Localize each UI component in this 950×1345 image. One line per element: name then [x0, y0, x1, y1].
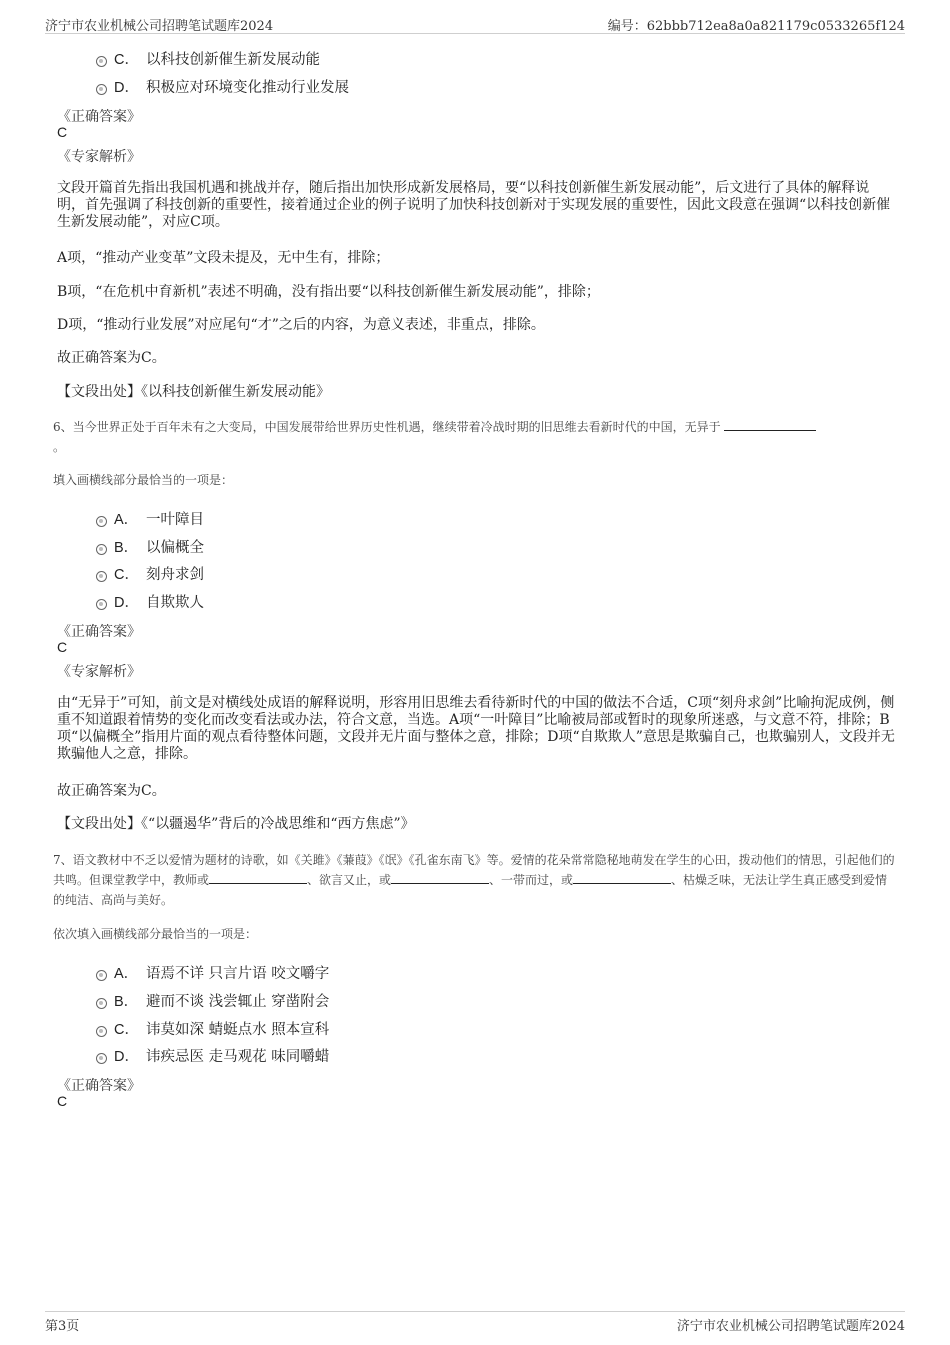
- q6-blank: [724, 418, 816, 431]
- q5-analysis-label: 《专家解析》: [57, 149, 141, 165]
- q6-option-c[interactable]: C． 刻舟求剑: [96, 563, 204, 583]
- q6-answer: C: [57, 639, 68, 655]
- q7-answer-label: 《正确答案》: [57, 1078, 141, 1094]
- radio-icon[interactable]: [96, 571, 107, 582]
- q5-option-d[interactable]: D． 积极应对环境变化推动行业发展: [96, 76, 349, 96]
- q7-option-b[interactable]: B． 避而不谈 浅尝辄止 穿凿附会: [96, 990, 329, 1010]
- page-number: 第3页: [45, 1319, 80, 1334]
- q7-blank-3: [573, 871, 671, 884]
- q6-source: 【文段出处】《“以疆遏华”背后的冷战思维和“西方焦虑”》: [57, 816, 415, 832]
- q5-option-c[interactable]: C． 以科技创新催生新发展动能: [96, 48, 320, 68]
- radio-icon[interactable]: [96, 1026, 107, 1037]
- q6-prompt: 填入画横线部分最恰当的一项是：: [53, 473, 234, 487]
- q7-blank-2: [391, 871, 489, 884]
- page-footer: [45, 1311, 905, 1332]
- q6-stem: 6、当今世界正处于百年未有之大变局，中国发展带给世界历史性机遇，继续带着冷战时期的旧思维去看新时代的中国，无异于 。: [53, 417, 898, 457]
- q6-answer-label: 《正确答案》: [57, 624, 141, 640]
- q6-option-a[interactable]: A． 一叶障目: [96, 508, 204, 528]
- radio-icon[interactable]: [96, 998, 107, 1009]
- q5-analysis-a: A项，“推动产业变革”文段未提及，无中生有，排除；: [57, 250, 390, 266]
- q5-analysis-b: B项，“在危机中育新机”表述不明确，没有指出要“以科技创新催生新发展动能”，排除；: [57, 284, 600, 300]
- radio-icon[interactable]: [96, 544, 107, 555]
- q7-stem: 7、语文教材中不乏以爱情为题材的诗歌，如《关雎》《蒹葭》《氓》《孔雀东南飞》等。爱情的花朵常常隐秘地萌发在学生的心田，拨动他们的情思，引起他们的共鸣。但课堂教学中，教师或 、欲言又止，或 、一带而过，或 、枯燥乏味，无法让学生真正感受到爱情的纯洁、高尚与美好。: [53, 853, 895, 907]
- footer-title: 济宁市农业机械公司招聘笔试题库2024: [676, 1319, 905, 1334]
- q6-option-d[interactable]: D． 自欺欺人: [96, 591, 204, 611]
- q7-option-d[interactable]: D． 讳疾忌医 走马观花 味同嚼蜡: [96, 1045, 329, 1065]
- q5-answer-label: 《正确答案》: [57, 109, 141, 125]
- radio-icon[interactable]: [96, 599, 107, 610]
- header-title: 济宁市农业机械公司招聘笔试题库2024: [45, 19, 274, 34]
- page-header: [45, 15, 905, 34]
- radio-icon[interactable]: [96, 84, 107, 95]
- q6-analysis-label: 《专家解析》: [57, 664, 141, 680]
- q6-conclusion: 故正确答案为C。: [57, 783, 166, 799]
- radio-icon[interactable]: [96, 1053, 107, 1064]
- q6-analysis-main: 由“无异于”可知，前文是对横线处成语的解释说明，形容用旧思维去看待新时代的中国的做法不合适，C项“刻舟求剑”比喻拘泥成例，侧重不知道跟着情势的变化而改变看法或办法，符合文意，当选。A项“一叶障目”比喻被局部或暂时的现象所迷惑，与文意不符，排除；B项“以偏概全”指用片面的观点看待整体问题，文段并无片面与整体之意，排除；D项“自欺欺人”意思是欺骗自己，也欺骗别人，文段并无欺骗他人之意，排除。: [57, 695, 895, 762]
- q5-analysis-d: D项，“推动行业发展”对应尾句“才”之后的内容，为意义表述，非重点，排除。: [57, 317, 545, 333]
- q5-answer: C: [57, 124, 68, 140]
- q5-analysis-main: 文段开篇首先指出我国机遇和挑战并存，随后指出加快形成新发展格局，要“以科技创新催生新发展动能”，后文进行了具体的解释说明，首先强调了科技创新的重要性，接着通过企业的例子说明了加快科技创新对于实现发展的重要性，因此文段意在强调“以科技创新催生新发展动能”，对应C项。: [57, 180, 891, 230]
- q5-conclusion: 故正确答案为C。: [57, 350, 166, 366]
- q6-option-b[interactable]: B． 以偏概全: [96, 536, 204, 556]
- radio-icon[interactable]: [96, 970, 107, 981]
- q7-answer: C: [57, 1093, 68, 1109]
- q7-blank-1: [209, 871, 307, 884]
- radio-icon[interactable]: [96, 516, 107, 527]
- radio-icon[interactable]: [96, 56, 107, 67]
- header-serial-number: 编号：62bbb712ea8a0a821179c0533265f124: [607, 19, 905, 34]
- q5-source: 【文段出处】《以科技创新催生新发展动能》: [57, 384, 330, 400]
- q7-option-a[interactable]: A． 语焉不详 只言片语 咬文嚼字: [96, 962, 329, 982]
- q7-prompt: 依次填入画横线部分最恰当的一项是：: [53, 927, 258, 941]
- q7-option-c[interactable]: C． 讳莫如深 蜻蜓点水 照本宣科: [96, 1018, 329, 1038]
